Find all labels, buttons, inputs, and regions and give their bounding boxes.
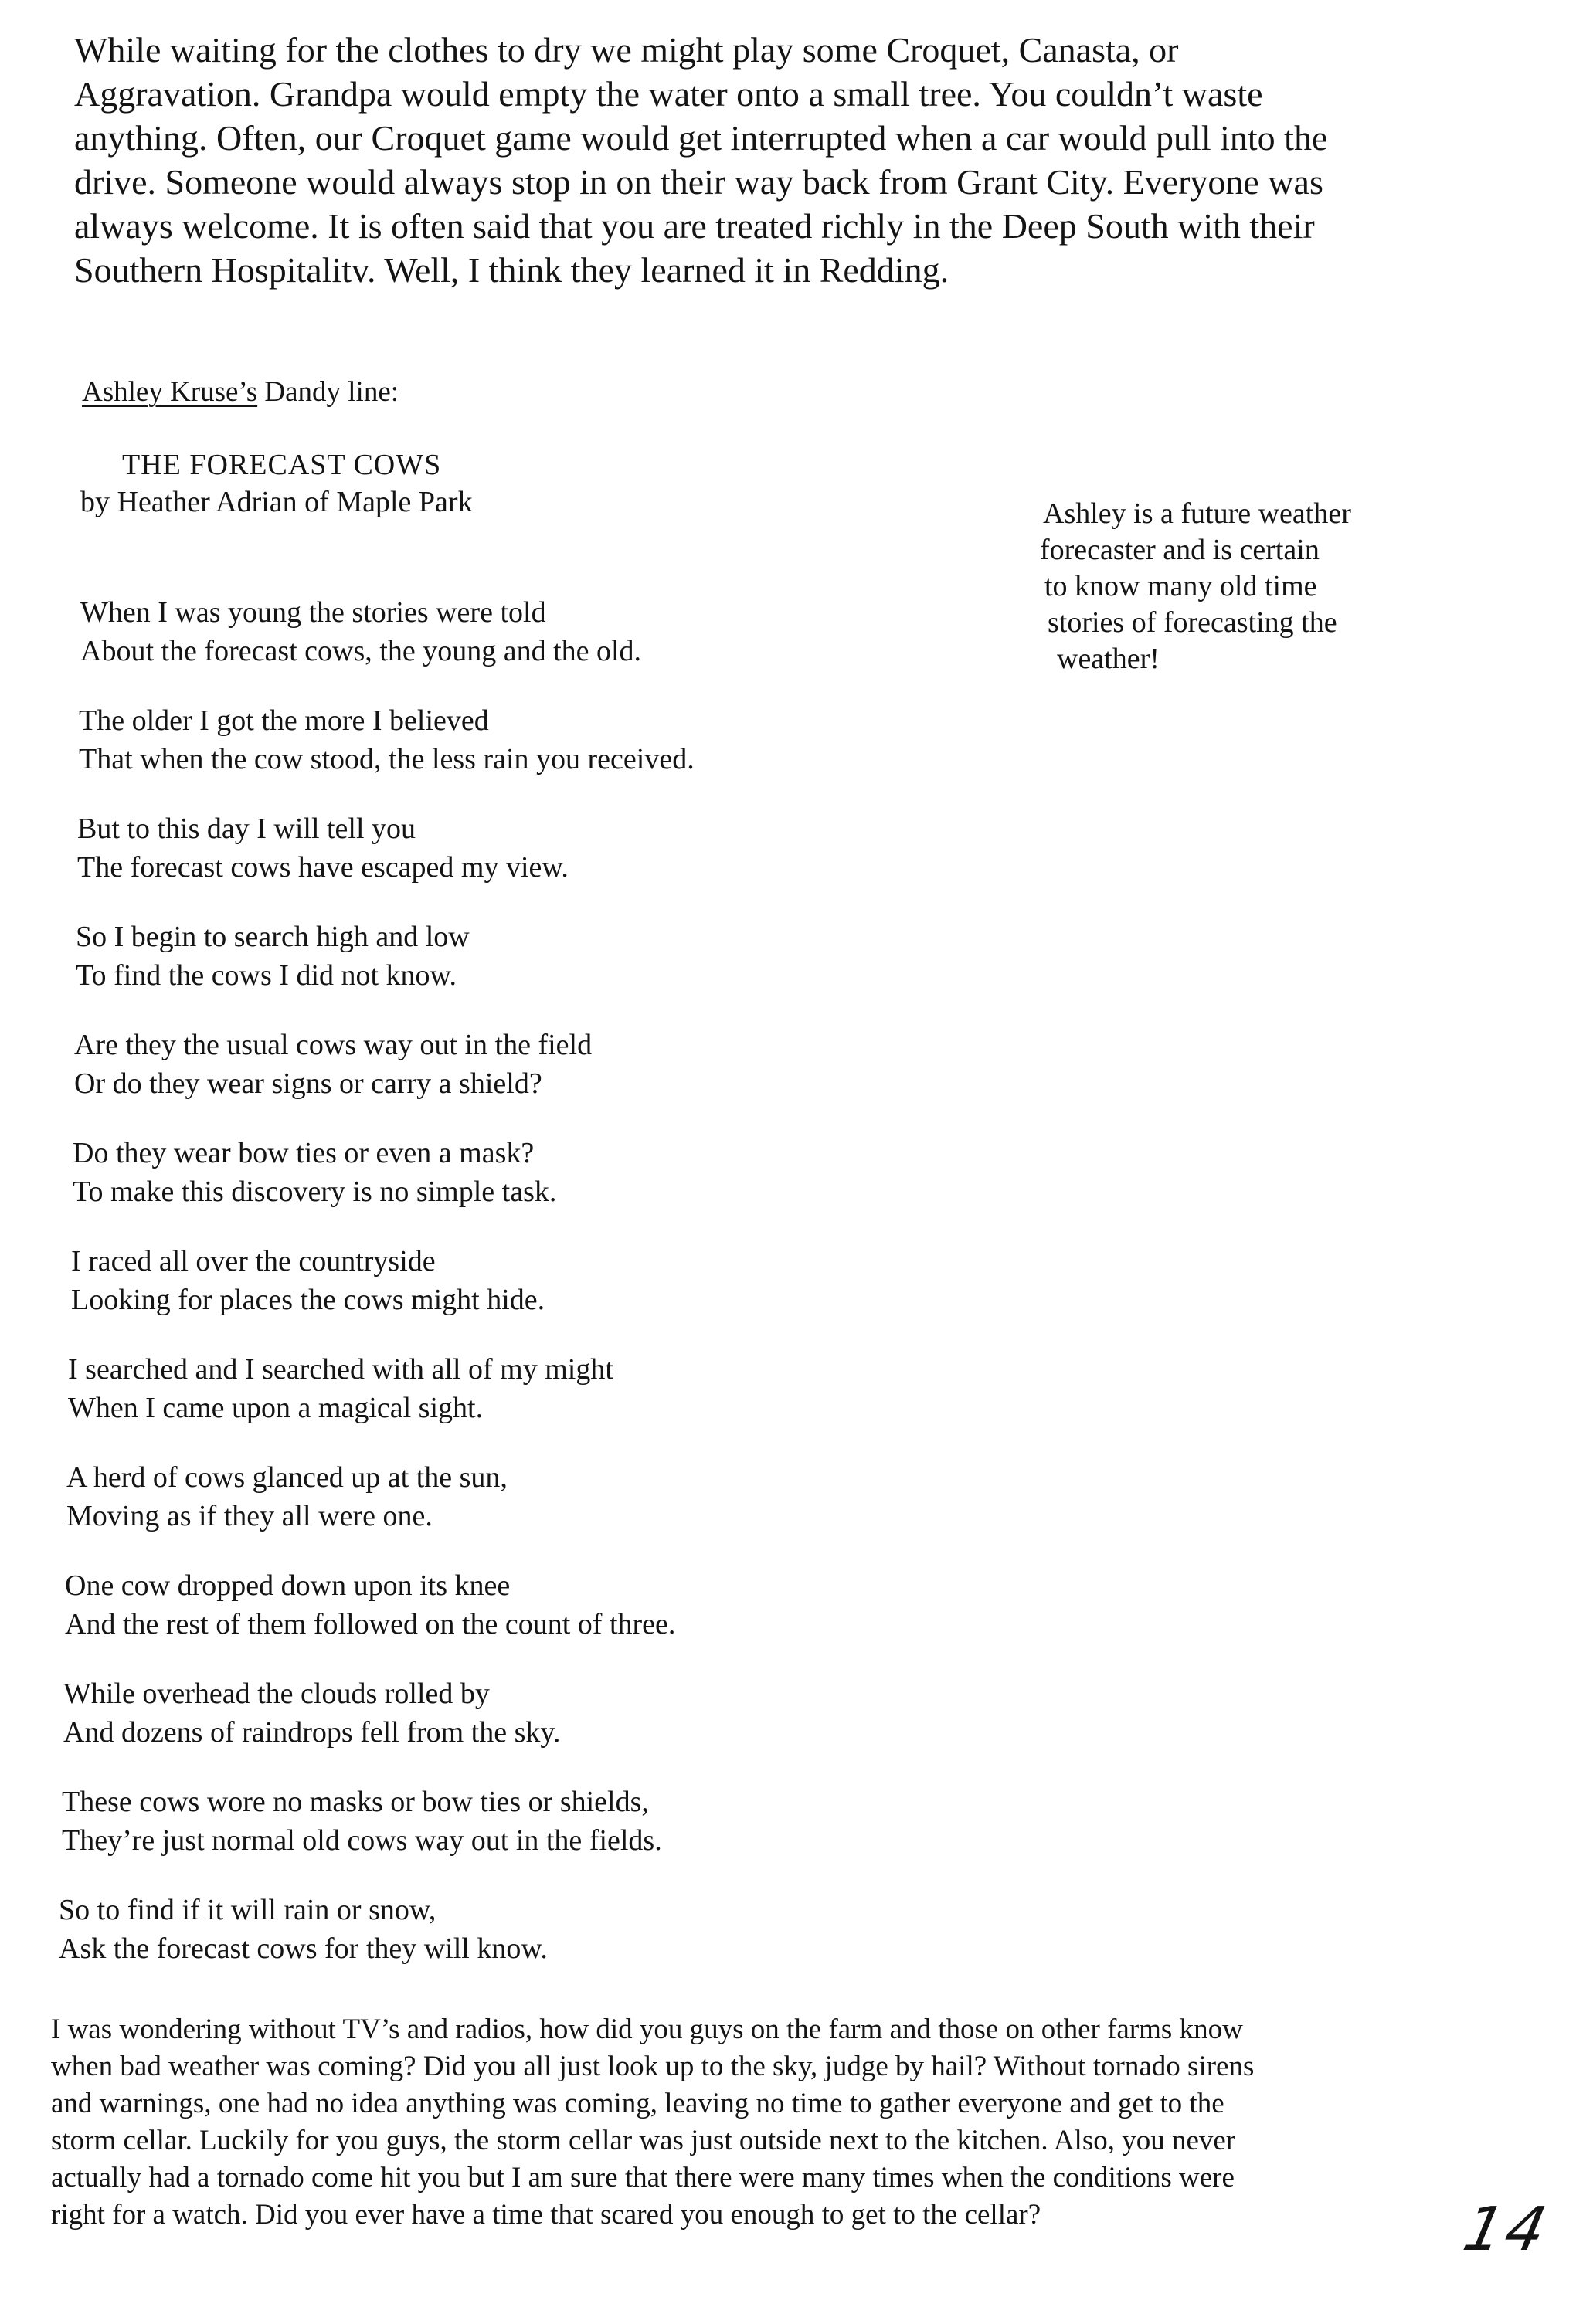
- dandy-name: Ashley Kruse’s: [82, 376, 258, 408]
- side-note-line: forecaster and is certain: [1040, 534, 1320, 566]
- poem-line: About the forecast cows, the young and the old.: [80, 635, 642, 667]
- poem-line: One cow dropped down upon its knee: [65, 1569, 511, 1602]
- poem-line: I searched and I searched with all of my might: [68, 1353, 613, 1386]
- closing-line: I was wondering without TV’s and radios, how did you guys on the farm and those on other farms know: [51, 2014, 1243, 2045]
- poem-stanza: [59, 1891, 1066, 1968]
- side-note-line: weather!: [1057, 643, 1160, 675]
- closing-line: storm cellar. Luckily for you guys, the storm cellar was just outside next to the kitchen. Also, you never: [51, 2125, 1236, 2156]
- poem-line: To make this discovery is no simple task.: [73, 1176, 557, 1208]
- poem-line: They’re just normal old cows way out in the fields.: [62, 1824, 662, 1857]
- poem-stanza: [74, 1026, 1066, 1103]
- poem-line: And dozens of raindrops fell from the sky.: [63, 1716, 561, 1749]
- dandy-label: Dandy line:: [257, 376, 399, 408]
- poem-stanza: [80, 593, 1066, 670]
- side-note-line: Ashley is a future weather: [1043, 497, 1351, 530]
- poem-line: Do they wear bow ties or even a mask?: [73, 1137, 535, 1169]
- poem-stanza: [63, 1674, 1066, 1752]
- poem-stanza: [65, 1566, 1066, 1644]
- intro-paragraph: [74, 28, 1511, 292]
- poem-stanza: [68, 1350, 1066, 1427]
- poem-line: I raced all over the countryside: [71, 1245, 436, 1277]
- poem-stanza: [76, 918, 1066, 995]
- poem-line: To find the cows I did not know.: [76, 959, 457, 992]
- poem-line: And the rest of them followed on the count of three.: [65, 1608, 676, 1640]
- closing-line: actually had a tornado come hit you but I am sure that there were many times when the conditions were: [51, 2162, 1235, 2193]
- closing-paragraph: [51, 2011, 1465, 2234]
- dandy-line-heading: [82, 374, 399, 411]
- poem-line: Are they the usual cows way out in the field: [74, 1029, 593, 1061]
- poem-body: [59, 593, 1066, 1999]
- poem-line: So I begin to search high and low: [76, 921, 470, 953]
- poem-line: Looking for places the cows might hide.: [71, 1284, 545, 1316]
- intro-line: While waiting for the clothes to dry we might play some Croquet, Canasta, or: [74, 30, 1179, 70]
- poem-line: These cows wore no masks or bow ties or shields,: [62, 1786, 649, 1818]
- poem-stanza: [71, 1242, 1066, 1319]
- poem-line: While overhead the clouds rolled by: [63, 1678, 490, 1710]
- closing-line: when bad weather was coming? Did you all just look up to the sky, judge by hail? Without tornado sirens: [51, 2051, 1255, 2082]
- poem-stanza: [79, 701, 1066, 779]
- poem-line: When I came upon a magical sight.: [68, 1392, 484, 1424]
- poem-line: Or do they wear signs or carry a shield?: [74, 1067, 542, 1100]
- poem-line: When I was young the stories were told: [80, 596, 546, 629]
- closing-line: right for a watch. Did you ever have a time that scared you enough to get to the cellar?: [51, 2199, 1041, 2231]
- poem-line: Moving as if they all were one.: [66, 1500, 433, 1532]
- poem-stanza: [77, 809, 1066, 887]
- poem-line: That when the cow stood, the less rain you received.: [79, 743, 695, 775]
- intro-line: Aggravation. Grandpa would empty the water onto a small tree. You couldn’t waste: [74, 74, 1263, 114]
- poem-stanza: [62, 1783, 1066, 1860]
- poem-stanza: [73, 1134, 1066, 1211]
- closing-line: and warnings, one had no idea anything was coming, leaving no time to gather everyone and get to the: [51, 2088, 1224, 2119]
- side-note: [1040, 496, 1442, 677]
- intro-line: drive. Someone would always stop in on their way back from Grant City. Everyone was: [74, 162, 1323, 202]
- poem-title: THE FORECAST COWS: [122, 449, 442, 481]
- poem-line: Ask the forecast cows for they will know.: [59, 1932, 548, 1965]
- handwritten-page-number: 14: [1457, 2195, 1555, 2265]
- poem-line: But to this day I will tell you: [77, 813, 416, 845]
- poem-byline: by Heather Adrian of Maple Park: [80, 486, 473, 518]
- side-note-line: to know many old time: [1044, 570, 1317, 602]
- side-note-line: stories of forecasting the: [1048, 606, 1337, 639]
- intro-line: anything. Often, our Croquet game would get interrupted when a car would pull into the: [74, 118, 1328, 158]
- intro-line: Southern Hospitalitv. Well, I think they learned it in Redding.: [74, 250, 949, 290]
- poem-line: So to find if it will rain or snow,: [59, 1894, 436, 1926]
- poem-stanza: [66, 1458, 1066, 1535]
- intro-line: always welcome. It is often said that you are treated richly in the Deep South with their: [74, 206, 1315, 246]
- poem-line: The older I got the more I believed: [79, 704, 489, 737]
- poem-line: The forecast cows have escaped my view.: [77, 851, 569, 884]
- poem-line: A herd of cows glanced up at the sun,: [66, 1461, 508, 1494]
